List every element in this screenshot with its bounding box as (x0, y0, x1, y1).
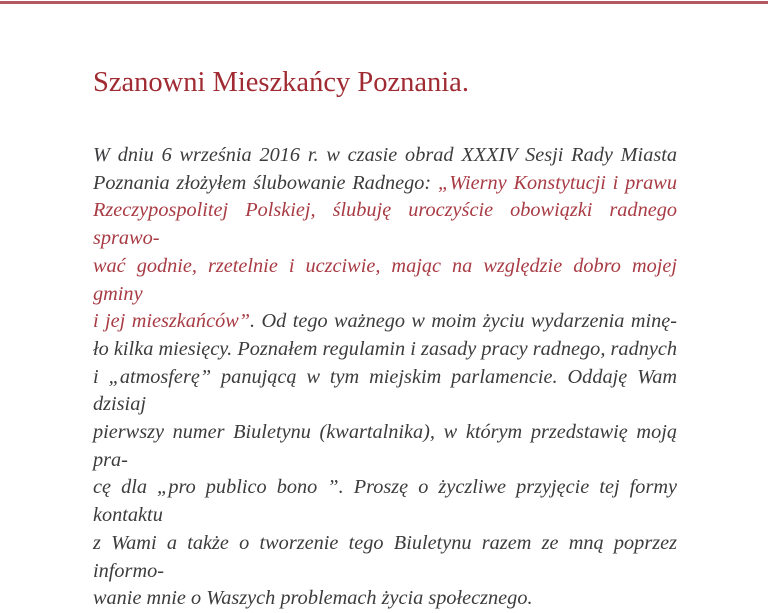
text-segment: z Wami a także o tworzenie tego Biuletynu razem ze mną poprzez informo- (93, 531, 677, 582)
text-segment: i „atmosferę” panującą w tym miejskim parlamencie. Oddaję Wam dzisiaj (93, 365, 677, 416)
text-segment: ło kilka miesięcy. Poznałem regulamin i zasady pracy radnego, radnych (93, 337, 677, 360)
paragraph-line (93, 419, 677, 474)
paragraph-line (93, 197, 677, 252)
paragraph-line (93, 253, 677, 308)
text-segment: W dniu 6 września 2016 r. w czasie obrad XXXIV Sesji Rady Miasta (93, 144, 677, 166)
paragraph-line (93, 308, 677, 336)
paragraph-line (93, 364, 677, 419)
page-title: Szanowni Mieszkańcy Poznania. (93, 67, 469, 98)
text-segment: Poznania złożyłem ślubowanie Radnego: (93, 171, 438, 194)
paragraph-line (93, 170, 677, 198)
accent-text-segment: i jej mieszkańców” (93, 310, 251, 333)
intro-paragraph (93, 142, 677, 613)
accent-text-segment: „Wierny Konstytucji i prawu (437, 171, 677, 194)
text-segment: wanie mnie o Waszych problemach życia społecznego. (93, 587, 533, 610)
text-segment: . Od tego ważnego w moim życiu wydarzenia minę- (250, 310, 677, 333)
paragraph-line (93, 530, 677, 585)
text-segment: cę dla „pro publico bono ”. Proszę o życzliwe przyjęcie tej formy kontaktu (93, 476, 677, 527)
top-accent-bar (0, 1, 768, 4)
paragraph-line (93, 474, 677, 529)
text-segment: pierwszy numer Biuletynu (kwartalnika), w którym przedstawię moją pra- (93, 421, 677, 471)
accent-text-segment: wać godnie, rzetelnie i uczciwie, mając na względzie dobro mojej gminy (93, 254, 677, 305)
accent-text-segment: Rzeczypospolitej Polskiej, ślubuję uroczyście obowiązki radnego sprawo- (93, 199, 677, 250)
paragraph-line (93, 142, 677, 170)
paragraph-line (93, 336, 677, 364)
paragraph-line (93, 585, 677, 613)
